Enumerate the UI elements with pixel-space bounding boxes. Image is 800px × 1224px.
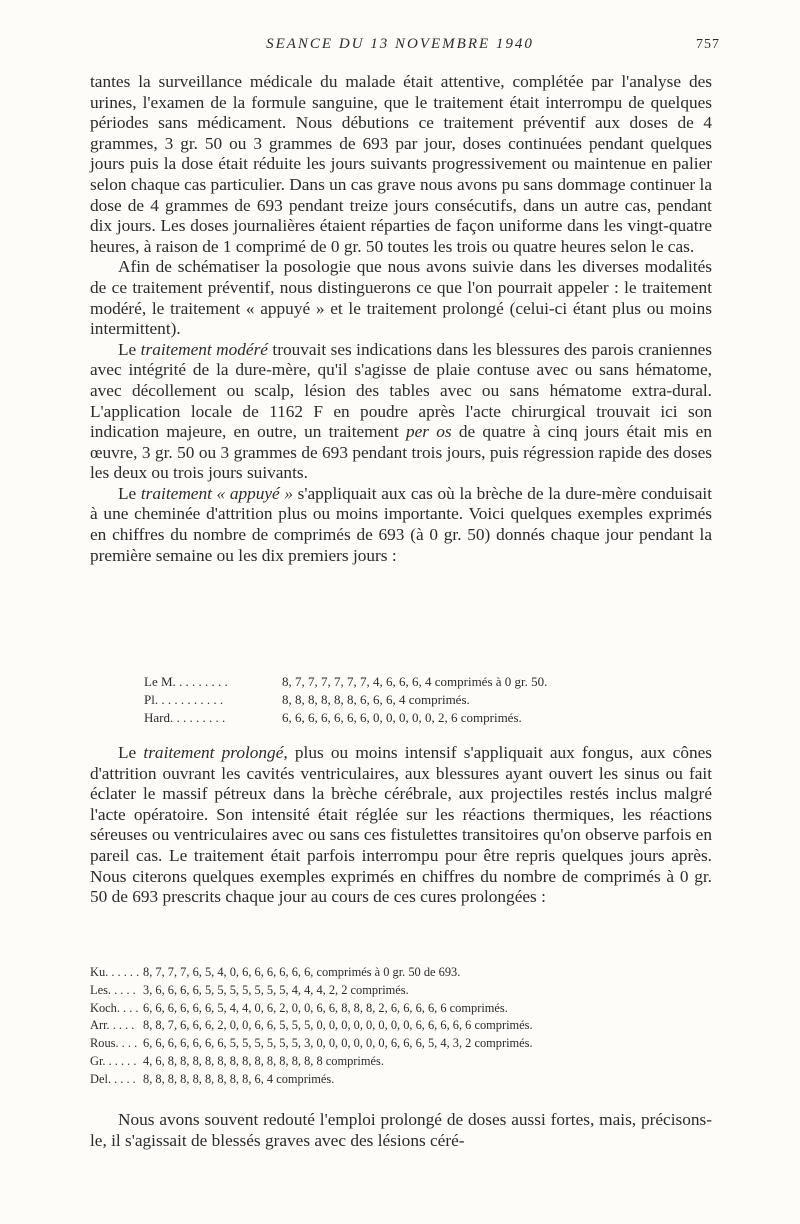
dose-values: 8, 8, 7, 6, 6, 6, 2, 0, 0, 6, 6, 5, 5, 5, 0, 0, 0, 0, 0, 0, 0, 0, 6, 6, 6, 6, 6 comprimés. xyxy=(143,1018,533,1033)
paragraph: tantes la surveillance médicale du malade était attentive, complétée par l'analyse des urines, l'examen de la formule sanguine, que le traitement était interrompu de quelques périodes sans médicament. Nous débutions ce traitement préventif aux doses de 4 grammes, 3 gr. 50 ou 3 grammes de 693 par jour, doses continuées pendant quelques jours puis la dose était réduite les jours suivants progressivement ou maintenue en palier selon chaque cas particulier. Dans un cas grave nous avons pu sans dommage continuer la dose de 4 grammes de 693 pendant treize jours consécutifs, dans un autre cas, pendant dix jours. Les doses journalières étaient réparties de façon uniforme dans les vingt-quatre heures, à raison de 1 comprimé de 0 gr. 50 toutes les trois ou quatre heures selon le cas. xyxy=(90,72,712,256)
list-item xyxy=(90,1017,730,1035)
dose-list xyxy=(144,673,784,726)
dose-values: 6, 6, 6, 6, 6, 6, 6, 5, 5, 5, 5, 5, 5, 3, 0, 0, 0, 0, 0, 0, 6, 6, 6, 5, 4, 3, 2 comprimés. xyxy=(143,1036,533,1051)
dose-values: 8, 7, 7, 7, 7, 7, 7, 4, 6, 6, 6, 4 comprimés à 0 gr. 50. xyxy=(282,674,548,689)
patient-name: Koch. . . . xyxy=(90,1000,139,1015)
patient-name: Del. . . . . xyxy=(90,1071,136,1086)
patient-name: Rous. . . . xyxy=(90,1036,138,1051)
paragraph xyxy=(90,340,712,484)
list-item xyxy=(144,673,784,691)
dose-list xyxy=(90,964,730,1089)
paragraph xyxy=(90,743,712,908)
body-text-block xyxy=(90,72,712,566)
dose-values: 8, 8, 8, 8, 8, 8, 8, 8, 8, 6, 4 comprimés. xyxy=(143,1071,335,1086)
list-item xyxy=(90,1053,730,1071)
paragraph: Afin de schématiser la posologie que nous avons suivie dans les diverses modalités de ce traitement préventif, nous distinguerons ce que l'on pourrait appeler : le traitement modéré, le traitement « appuyé » et le traitement prolongé (celui-ci étant plus ou moins intermittent). xyxy=(90,257,712,339)
emphasis-term: traitement « appuyé » xyxy=(140,483,294,503)
paragraph: Nous avons souvent redouté l'emploi prolongé de doses aussi fortes, mais, précisons-le, il s'agissait de blessés graves avec des lésions céré- xyxy=(90,1110,712,1150)
text-run: plus ou moins intensif s'appliquait aux fongus, aux cônes d'attrition ouvrant les cavités ventriculaires, aux blessures ayant ouvert les sinus ou fait éclater le massif pétreux dans la brèche cérébrale, aux projectiles restés inclus malgré l'acte opératoire. Son intensité était réglée sur les réactions thermiques, les réactions séreuses ou ventriculaires avec ou sans ces fistulettes transitoires qu'on observe parfois en pareil cas. Le traitement était parfois interrompu pour être repris quelques jours après. Nous citerons quelques exemples exprimés en chiffres du nombre de comprimés à 0 gr. 50 de 693 prescrits chaque jour au cours de ces cures prolongées : xyxy=(90,743,713,907)
text-run: Le xyxy=(118,483,141,503)
emphasis-term: traitement modéré xyxy=(140,339,268,359)
page-number: 757 xyxy=(696,37,720,52)
emphasis-term: per os xyxy=(405,422,452,442)
text-run: s'appliquait aux cas où la brèche de la dure-mère conduisait à une cheminée d'attrition plus ou moins importante. Voici quelques exemples exprimés en chiffres du nombre de comprimés de 693 (à 0 gr. 50) donnés chaque jour pendant la première semaine ou les dix premiers jours : xyxy=(90,483,712,565)
patient-name: Gr. . . . . . xyxy=(90,1053,137,1068)
list-item xyxy=(90,1000,730,1018)
dose-values: 6, 6, 6, 6, 6, 6, 6, 0, 0, 0, 0, 0, 2, 6 comprimés. xyxy=(282,709,522,725)
patient-name: Pl. . . . . . . . . . . xyxy=(144,691,224,707)
emphasis-term: traitement prolongé, xyxy=(143,743,288,762)
patient-name: Le M. . . . . . . . . xyxy=(144,674,228,689)
patient-name: Ku. . . . . . xyxy=(90,965,140,979)
list-item xyxy=(90,982,730,1000)
dose-values: 4, 6, 8, 8, 8, 8, 8, 8, 8, 8, 8, 8, 8, 8, 8 comprimés. xyxy=(143,1053,384,1068)
dose-values: 8, 8, 8, 8, 8, 8, 6, 6, 6, 4 comprimés. xyxy=(282,691,470,707)
dose-values: 6, 6, 6, 6, 6, 6, 5, 4, 4, 0, 6, 2, 0, 0, 6, 6, 8, 8, 8, 2, 6, 6, 6, 6, 6 comprimés. xyxy=(143,1000,508,1015)
list-item xyxy=(144,709,784,727)
patient-name: Arr. . . . . xyxy=(90,1018,135,1033)
patient-name: Hard. . . . . . . . . xyxy=(144,709,226,725)
list-item xyxy=(90,1035,730,1053)
text-run: trouvait ses indications dans les blessures des parois craniennes avec intégrité de la dure-mère, qu'il s'agisse de plaie contuse avec ou sans hématome, avec décollement ou scalp, lésion des tables avec ou sans hématome extra-dural. L'application locale de 1162 F en poudre après l'acte chirurgical trouvait ici son indication majeure, en outre, un traitement xyxy=(90,339,713,442)
list-item xyxy=(90,964,730,982)
text-run: Le xyxy=(118,743,144,762)
body-text-block xyxy=(90,743,712,908)
text-run: Le xyxy=(118,339,141,359)
patient-name: Les. . . . . xyxy=(90,982,136,997)
dose-values: 8, 7, 7, 7, 6, 5, 4, 0, 6, 6, 6, 6, 6, 6, comprimés à 0 gr. 50 de 693. xyxy=(143,965,461,979)
running-header: SEANCE DU 13 NOVEMBRE 1940 xyxy=(266,36,534,52)
list-item xyxy=(144,691,784,709)
dose-values: 3, 6, 6, 6, 6, 5, 5, 5, 5, 5, 5, 5, 4, 4, 4, 2, 2 comprimés. xyxy=(143,982,409,997)
text-run: de quatre à cinq jours était mis en œuvre, 3 gr. 50 ou 3 grammes de 693 pendant trois jours, puis régression rapide des doses les deux ou trois jours suivants. xyxy=(90,422,712,483)
paragraph xyxy=(90,484,712,566)
body-text-block xyxy=(90,1110,712,1151)
list-item xyxy=(90,1071,730,1089)
